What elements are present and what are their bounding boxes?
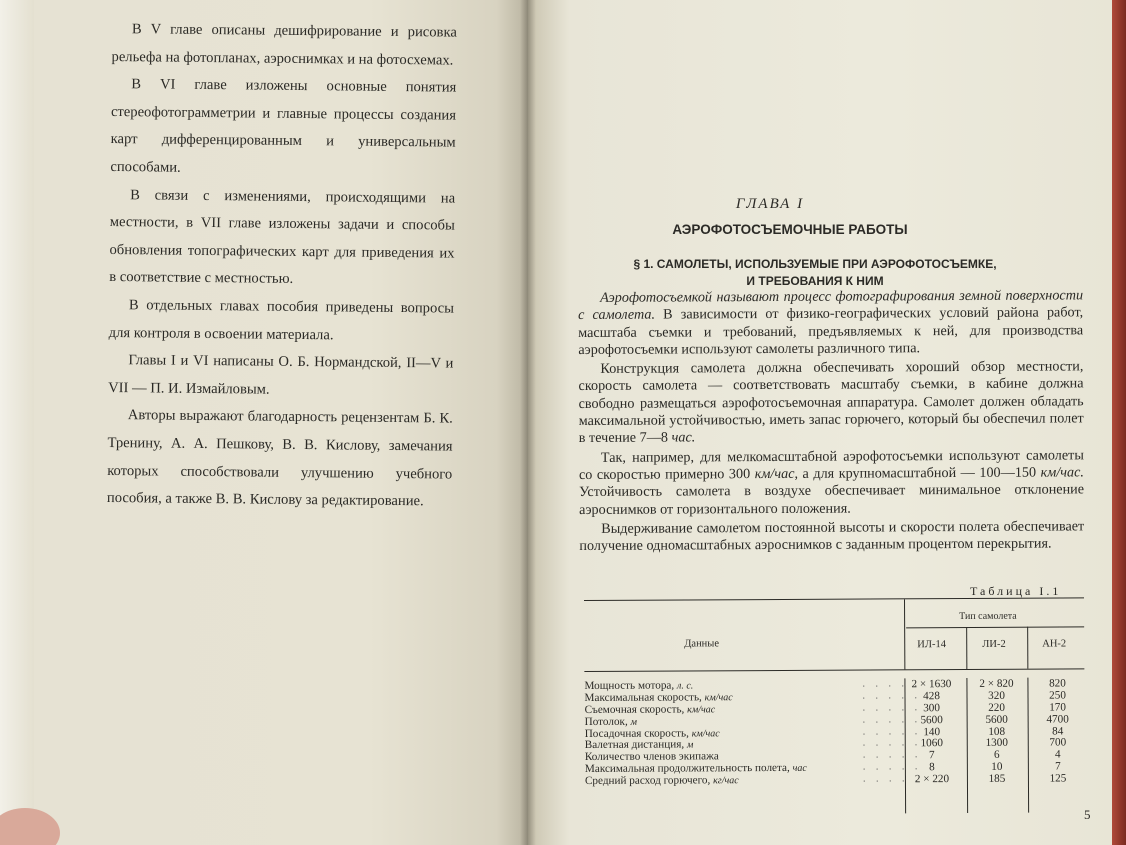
table-header (584, 598, 1084, 672)
leader-dots: . . . . . (862, 773, 922, 785)
cell-value: 125 (1049, 772, 1067, 785)
book-cover-edge (1112, 0, 1126, 845)
paragraph: Главы I и VI написаны О. Б. Нормандской, II—V и VII — П. И. Измайловым. (108, 352, 454, 398)
row-unit: час (792, 763, 807, 775)
paragraph: В VI главе изложены основные понятия стереофотограмметрии и главные процессы создания карт дифференцированным и универсальным способами. (110, 76, 457, 176)
row-label-text: Валетная дистанция, (584, 738, 687, 752)
cell-value: 4700 (1046, 713, 1069, 726)
column-header: ИЛ-14 (917, 639, 946, 651)
cell-value: 8 (929, 761, 935, 774)
definition-text: Аэрофотосъемкой называют процесс фотографирования земной поверхности с самолета. (578, 287, 1084, 324)
cell-value: 700 (1049, 736, 1067, 750)
page-edge (0, 0, 34, 845)
page-number: 5 (1084, 807, 1091, 822)
column-header: АН-2 (1042, 638, 1067, 650)
paragraph: В связи с изменениями, происходящими на местности, в VII главе изложены задачи и способы обновления топографических карт для приведения их в соответствие с местностью. (109, 186, 456, 288)
cell-value: 820 (1049, 677, 1066, 690)
row-unit: м (630, 716, 637, 728)
unit-text: час. (671, 429, 696, 446)
left-page (0, 0, 528, 845)
table-body (584, 677, 1085, 787)
table-row (585, 773, 1085, 788)
cell-value: 2 × 820 (979, 677, 1014, 690)
paragraph-text: Конструкция самолета должна обеспечивать хороший обзор местности, скорость самолета — соответствовать масштабу съемки, в кабине должна свободно размещаться аэрофотосъемочная аппаратура. Самолет должен обладать максимальной устойчивостью, иметь запас горючего, который бы обеспечил полет в течение 7—8 (578, 358, 1084, 447)
leader-dots: . . . . . (862, 737, 922, 749)
cell-value: 185 (988, 772, 1006, 786)
cell-value: 300 (923, 701, 940, 715)
cell-value: 1060 (920, 737, 943, 750)
paragraph-text: , а для крупномасштабной — 100—150 (794, 464, 1041, 482)
cell-value: 140 (923, 725, 941, 738)
cell-value: 84 (1052, 725, 1064, 738)
column-divider (1027, 627, 1028, 669)
cell-value: 220 (988, 701, 1005, 714)
unit-text: км/час. (1040, 464, 1085, 481)
cell-value: 6 (993, 749, 1000, 762)
chapter-title: ГЛАВА I (735, 196, 805, 212)
header-data: Данные (684, 638, 720, 650)
paragraph: Авторы выражают благодарность рецензентам Б. К. Тренину, А. А. Пешкову, В. В. Кислову, замечания которых способствовали улучшению учебного пособия, а также В. В. Кислову за редактирование. (106, 407, 453, 510)
row-unit: л. с. (676, 680, 694, 692)
header-aircraft-type: Тип самолета (959, 610, 1017, 623)
cell-value: 320 (988, 689, 1005, 702)
leader-dots: . . . . . (862, 761, 922, 773)
paragraph: Выдерживание самолетом постоянной высоты и скорости полета обеспечивает получение одномасштабных аэроснимков с заданным процентом перекрытия. (579, 518, 1085, 555)
cell-value: 7 (928, 749, 935, 762)
cell-value: 428 (923, 690, 940, 703)
row-label (585, 774, 739, 788)
cell-value: 7 (1055, 760, 1061, 773)
row-unit: км/час (704, 692, 733, 704)
unit-text: км/час (754, 465, 795, 483)
row-label-text: Съемочная скорость, (584, 703, 688, 716)
leader-dots: . . . . . (862, 678, 921, 690)
column-header: ЛИ-2 (982, 638, 1006, 650)
row-label-text: Максимальная скорость, (584, 691, 705, 704)
paragraph: В V главе описаны дешифрирование и рисовка рельефа на фотопланах, аэроснимках и на фотосхемах. (111, 21, 457, 69)
cell-value: 4 (1054, 748, 1061, 761)
paragraph-text: Устойчивость самолета в воздухе обеспечивает минимальное отклонение аэроснимков от горизонтального положения. (579, 481, 1085, 518)
row-unit: км/час (691, 727, 720, 740)
table-caption: Таблица I.1 (970, 584, 1062, 598)
cell-value: 1300 (985, 737, 1008, 750)
column-divider (966, 627, 967, 669)
column-divider (904, 599, 905, 669)
leader-dots: . . . . . (862, 690, 922, 702)
paragraph (578, 359, 1083, 448)
row-unit: км/час (687, 704, 716, 716)
cell-value: 5600 (920, 713, 943, 726)
section-heading-line: § 1. САМОЛЕТЫ, ИСПОЛЬЗУЕМЫЕ ПРИ АЭРОФОТОСЪЕМКЕ, (633, 257, 997, 271)
paragraph-text: Так, например, для мелкомасштабной аэрофотосъемки используют самолеты со скоростью примерно 300 (578, 447, 1084, 483)
leader-dots: . . . . . (862, 725, 922, 738)
book-spine (520, 0, 536, 845)
chapter-heading: АЭРОФОТОСЪЕМОЧНЫЕ РАБОТЫ (672, 222, 908, 237)
cell-value: 5600 (985, 713, 1008, 726)
cell-value: 170 (1049, 701, 1066, 714)
thumb (0, 808, 60, 845)
row-label-text: Количество членов экипажа (584, 750, 719, 764)
right-page-text (578, 287, 1084, 555)
paragraph: В отдельных главах пособия приведены вопросы для контроля в освоении материала. (108, 297, 455, 343)
row-label-text: Мощность мотора, (584, 679, 677, 692)
paragraph (579, 447, 1084, 519)
leader-dots: . . . . . (862, 713, 922, 726)
cell-value: 10 (991, 761, 1003, 774)
left-page-text (107, 16, 457, 516)
leader-dots: . . . . . (862, 749, 922, 761)
row-label-text: Средний расход горючего, (584, 774, 714, 788)
row-label-text: Максимальная продолжительность полета, (584, 762, 793, 776)
row-label-text: Потолок, (584, 715, 631, 728)
aircraft-table (584, 597, 1085, 787)
row-unit: кг/час (713, 775, 739, 787)
row-label-text: Посадочная скорость, (584, 727, 692, 740)
cell-value: 108 (988, 725, 1006, 738)
header-rule (906, 626, 1084, 628)
row-unit: м (686, 739, 694, 751)
cell-value: 2 × 1630 (911, 678, 952, 691)
cell-value: 2 × 220 (914, 773, 950, 786)
section-heading-line: И ТРЕБОВАНИЯ К НИМ (746, 274, 884, 288)
paragraph-text: В зависимости от физико-географических условий района работ, масштаба съемки и требований, предъявляемых к ней, для производства аэрофотосъемки используют самолеты различного типа. (578, 304, 1084, 358)
cell-value: 250 (1049, 689, 1066, 702)
paragraph (578, 287, 1083, 359)
leader-dots: . . . . . (862, 702, 922, 714)
section-heading (595, 256, 1035, 290)
